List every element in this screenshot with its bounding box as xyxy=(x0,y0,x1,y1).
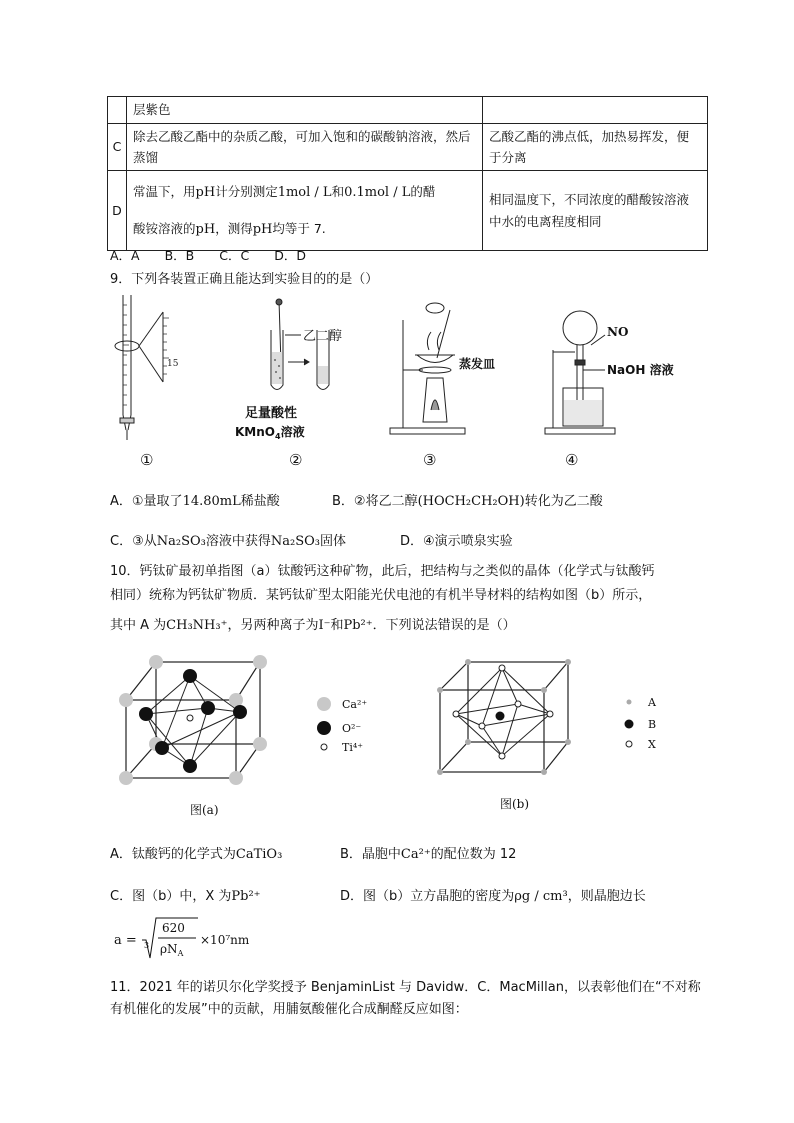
reagent-label: KMnO$_4$溶液 xyxy=(235,425,305,441)
svg-text:3: 3 xyxy=(144,941,150,950)
legend-a-label: A xyxy=(648,696,656,709)
crystal-structure-figures xyxy=(110,648,690,823)
legend-x-marker xyxy=(626,741,632,747)
caption-b: 图(b) xyxy=(500,797,530,811)
q8-options: A．A B．B C．C D．D xyxy=(110,248,306,263)
no-gas-label: NO xyxy=(607,325,629,339)
legend-b-label: B xyxy=(648,718,657,731)
legend-ti-label: Ti⁴⁺ xyxy=(342,741,364,754)
q9-apparatus-figures xyxy=(105,290,705,475)
test-tube-figure xyxy=(271,299,329,390)
row-label: D xyxy=(108,171,127,251)
table-row xyxy=(108,171,708,251)
row-label xyxy=(108,97,127,124)
table-cell xyxy=(483,97,708,124)
figure-number-4: ④ xyxy=(565,451,579,469)
concentration-2: 0.1mol / L xyxy=(344,184,411,200)
legend-o-label: O²⁻ xyxy=(342,722,362,735)
legend-o-marker xyxy=(317,721,331,735)
cell-text: 和 xyxy=(331,183,345,199)
table-cell: 相同温度下，不同浓度的醋酸铵溶液中水的电离程度相同 xyxy=(483,171,708,251)
caption-a: 图(a) xyxy=(190,803,219,817)
q10-option-b: B．晶胞中Ca²⁺的配位数为 12 xyxy=(340,847,517,862)
q10-stem-line3: 其中 A 为CH₃NH₃⁺，另两种离子为I⁻和Pb²⁺．下列说法错误的是（） xyxy=(110,618,516,633)
q10-stem-line1: 10．钙钛矿最初单指图（a）钛酸钙这种矿物，此后，把结构与之类似的晶体（化学式与钛酸钙 xyxy=(110,564,655,579)
q10-option-a: A．钛酸钙的化学式为CaTiO₃ xyxy=(110,847,283,862)
legend-a-marker xyxy=(627,700,632,705)
q9-option-b: B．②将乙二醇(HOCH₂CH₂OH)转化为乙二酸 xyxy=(332,494,603,509)
table-cell: 层紫色 xyxy=(127,97,483,124)
b-ion-b xyxy=(496,712,505,721)
concentration-1: 1mol / L xyxy=(277,184,332,200)
ethylene-glycol-label: 乙二醇 xyxy=(303,329,343,344)
answer-table xyxy=(107,96,708,251)
svg-text:620: 620 xyxy=(162,921,185,935)
cell-text: 计分别测定 xyxy=(215,183,278,199)
table-row xyxy=(108,97,708,124)
figure-number-1: ① xyxy=(140,451,154,469)
q9-option-d: D．④演示喷泉实验 xyxy=(400,534,513,549)
q11-stem-line2: 有机催化的发展”中的贡献，用脯氨酸催化合成酮醛反应如图： xyxy=(110,1002,468,1017)
legend-b-marker xyxy=(625,720,634,729)
ph-symbol: pH xyxy=(195,184,216,200)
ph-symbol: pH xyxy=(252,221,273,237)
svg-text:a =: a = xyxy=(114,933,137,948)
legend-ca-label: Ca²⁺ xyxy=(342,698,368,711)
table-cell xyxy=(127,171,483,251)
burette-tick-label: 15 xyxy=(167,359,179,369)
svg-text:ρNA: $\rho N_A$ xyxy=(160,942,184,958)
cell-text: 酸铵溶液的 xyxy=(133,220,196,236)
q9-option-c: C．③从Na₂SO₃溶液中获得Na₂SO₃固体 xyxy=(110,534,347,549)
cell-text: 常温下，用 xyxy=(133,183,196,199)
table-cell: 除去乙酸乙酯中的杂质乙酸，可加入饱和的碳酸钠溶液，然后蒸馏 xyxy=(127,124,483,171)
q10-option-d: D．图（b）立方晶胞的密度为ρg / cm³，则晶胞边长 xyxy=(340,889,646,904)
cell-text: ，测得 xyxy=(215,220,253,236)
cell-text: 均等于 7. xyxy=(272,220,326,236)
q11-stem-line1: 11．2021 年的诺贝尔化学奖授予 BenjaminList 与 Davidw．C．MacMillan，以表彰他们在“不对称 xyxy=(110,980,701,995)
cell-text: 的醋 xyxy=(410,183,436,199)
svg-text:×10⁷nm: ×10⁷nm xyxy=(200,933,250,947)
q10-stem-line2: 相同）统称为钙钛矿物质．某钙钛矿型太阳能光伏电池的有机半导材料的结构如图（b）所示， xyxy=(110,588,652,603)
legend-x-label: X xyxy=(648,738,656,751)
ph-symbol: pH xyxy=(195,221,216,237)
titanium-ion-a xyxy=(187,715,193,721)
naoh-label: NaOH 溶液 xyxy=(607,363,674,377)
row-label: C xyxy=(108,124,127,171)
fountain-figure xyxy=(545,311,615,434)
figure-number-3: ③ xyxy=(423,451,437,469)
q9-option-a: A．①量取了14.80mL稀盐酸 xyxy=(110,494,280,509)
evaporating-dish-label: 蒸发皿 xyxy=(459,357,496,371)
evaporation-figure xyxy=(390,303,465,434)
figure-number-2: ② xyxy=(289,451,303,469)
table-row xyxy=(108,124,708,171)
reagent-label: 足量酸性 xyxy=(245,406,298,421)
cell-edge-formula xyxy=(110,914,270,962)
legend-ca-marker xyxy=(317,697,331,711)
burette-figure xyxy=(115,295,169,440)
legend-ti-marker xyxy=(321,744,327,750)
q10-option-c: C．图（b）中，X 为Pb²⁺ xyxy=(110,889,261,904)
q9-stem: 9．下列各装置正确且能达到实验目的的是（） xyxy=(110,272,379,287)
table-cell: 乙酸乙酯的沸点低，加热易挥发，便于分离 xyxy=(483,124,708,171)
